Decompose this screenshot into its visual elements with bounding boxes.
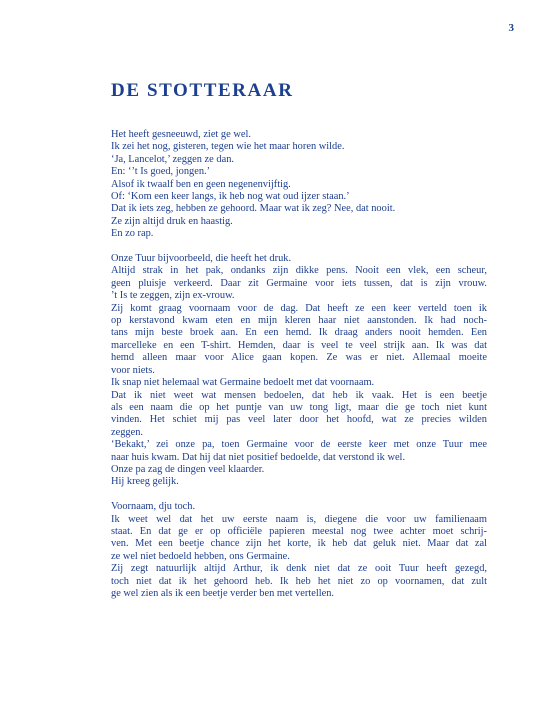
text-line: En zo rap.	[111, 228, 154, 240]
text-line: ze wel niet bedoeld hebben, ons Germaine.	[111, 550, 290, 562]
text-line: hemd alleen maar voor Alice gaan kopen. Ze was er niet. Allemaal moeite	[111, 352, 487, 364]
text-line: ‘Ja, Lancelot,’ zeggen ze dan.	[111, 153, 234, 165]
text-line: Voornaam, dju toch.	[111, 501, 196, 513]
text-line: geen pluisje verkeerd. Daar zit Germaine voor iets tussen, dat is zijn vrouw.	[111, 277, 487, 289]
text-line: Ik weet wel dat het uw eerste naam is, diegene die voor uw familienaam	[111, 513, 487, 525]
text-line: ’t Is te zeggen, zijn ex-vrouw.	[111, 290, 235, 302]
text-line: Dat ik iets zeg, hebben ze gehoord. Maar wat ik zeg? Nee, dat nooit.	[111, 203, 396, 215]
text-line: Ik zei het nog, gisteren, tegen wie het maar horen wilde.	[111, 141, 345, 153]
text-line: Zij komt graag voornaam voor de dag. Dat heeft ze een keer verteld toen ik	[111, 302, 487, 314]
text-line: En: ‘’t Is goed, jongen.’	[111, 166, 211, 178]
text-line: Dat ik niet weet wat mensen bedoelen, dat heb ik vaak. Het is een beetje	[111, 389, 487, 401]
text-line: Alsof ik twaalf ben en geen negenenvijftig.	[111, 178, 291, 190]
text-line: staat. En dat ge er op officiële papieren meestal nog twee achter moet schrij-	[111, 525, 487, 537]
paragraph	[111, 501, 487, 600]
chapter-body	[111, 129, 487, 613]
text-line: tans mijn beste broek aan. En een hemd. Ik draag anders nooit hemden. Een	[111, 327, 487, 339]
text-line: ven. Met een beetje chance zijn het korte, ik heb dat geluk niet. Maar dat zal	[111, 538, 487, 550]
text-line: Het heeft gesneeuwd, ziet ge wel.	[111, 129, 251, 140]
page-number: 3	[508, 22, 514, 34]
text-line: zeggen.	[111, 426, 144, 438]
text-line: Of: ‘Kom een keer langs, ik heb nog wat oud ijzer staan.’	[111, 191, 350, 203]
text-line: Onze pa zag de dingen veel klaarder.	[111, 463, 265, 475]
chapter-title: DE STOTTERAAR	[111, 80, 294, 101]
text-line: Altijd strak in het pak, ondanks zijn dikke pens. Nooit een vlek, een scheur,	[111, 265, 487, 277]
text-line: Hij kreeg gelijk.	[111, 476, 179, 488]
text-line: naar huis kwam. Dat hij dat niet positief bedoelde, dat verstond ik wel.	[111, 451, 406, 463]
paragraph	[111, 253, 487, 489]
text-line: Zij zegt natuurlijk altijd Arthur, ik denk niet dat ze ooit Tuur heeft gezegd,	[111, 563, 487, 575]
paragraph	[111, 129, 487, 241]
text-line: toch niet dat ik het gehoord heb. Ik heb het niet zo op voornamen, dat zult	[111, 575, 487, 587]
text-line: Ik snap niet helemaal wat Germaine bedoelt met dat voornaam.	[111, 377, 375, 389]
text-line: ‘Bekakt,’ zei onze pa, toen Germaine voor de eerste keer met onze Tuur mee	[111, 439, 487, 451]
text-line: als een naam die op het puntje van uw tong ligt, maar die ge toch niet kunt	[111, 401, 487, 413]
text-line: marcelleke en een T-shirt. Hemden, daar is veel te veel strijk aan. Ik was dat	[111, 339, 487, 351]
text-line: Ze zijn altijd druk en haastig.	[111, 215, 233, 227]
text-line: op kerstavond kwam eten en mijn kleren haar niet aanstonden. Ik had noch-	[111, 315, 487, 327]
text-line: vinden. Het schiet mij pas veel later door het hoofd, wat ze precies wilden	[111, 414, 487, 426]
text-line: ge wel zien als ik een beetje verder ben met vertellen.	[111, 588, 335, 599]
text-line: Onze Tuur bijvoorbeeld, die heeft het druk.	[111, 253, 292, 265]
text-line: voor niets.	[111, 364, 155, 376]
